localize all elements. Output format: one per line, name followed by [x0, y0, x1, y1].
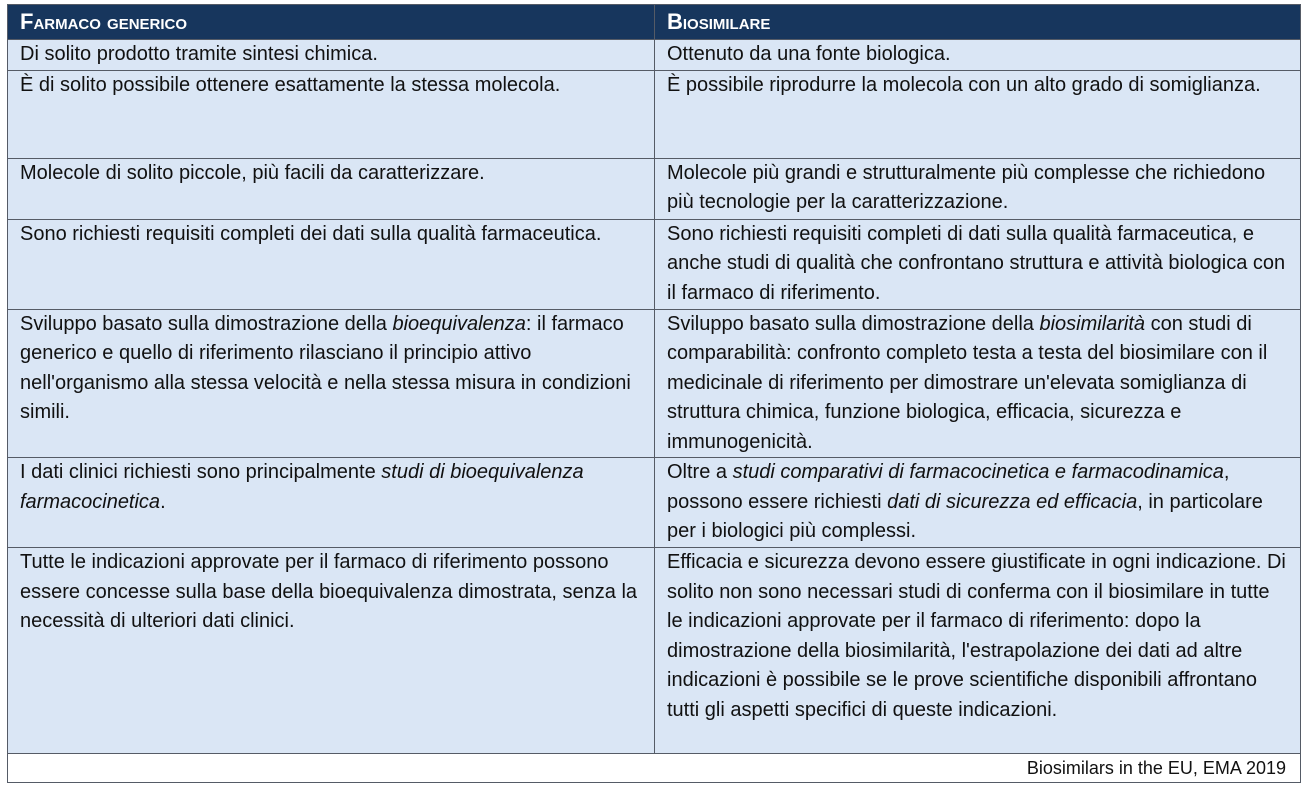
cell-biosimilar: Molecole più grandi e strutturalmente più complesse che richiedono più tecnologie per la caratterizzazione. [655, 158, 1301, 219]
table-row [8, 70, 1301, 158]
cell-text: : il farmaco generico e quello di riferimento rilasciano il principio attivo nell'organismo alla stessa velocità e nella stessa misura in condizioni simili. [20, 312, 631, 423]
cell-text: . [160, 490, 166, 513]
source-row [8, 754, 1301, 783]
cell-biosimilar: Sono richiesti requisiti completi di dati sulla qualità farmaceutica, e anche studi di qualità che confrontano struttura e attività biologica con il farmaco di riferimento. [655, 219, 1301, 309]
header-row [8, 5, 1301, 40]
cell-biosimilar [655, 458, 1301, 548]
cell-emphasis: studi di bioequivalenza farmacocinetica [20, 461, 584, 513]
cell-generic: Di solito prodotto tramite sintesi chimica. [8, 40, 655, 71]
cell-text: con studi di comparabilità: confronto completo testa a testa del biosimilare con il medicinale di riferimento per dimostrare un'elevata somiglianza di struttura chimica, funzione biologica, efficacia, sicurezza e immunogenicità. [667, 312, 1268, 453]
cell-text: , possono essere richiesti [667, 461, 1230, 513]
comparison-table [7, 4, 1301, 783]
cell-text: Oltre a [667, 461, 733, 483]
cell-biosimilar: È possibile riprodurre la molecola con un alto grado di somiglianza. [655, 70, 1301, 158]
table-row [8, 309, 1301, 458]
cell-generic [8, 458, 655, 548]
cell-biosimilar [655, 309, 1301, 458]
table-row [8, 40, 1301, 71]
header-biosimilar: Biosimilare [655, 5, 1301, 40]
cell-generic: È di solito possibile ottenere esattamente la stessa molecola. [8, 70, 655, 158]
cell-generic [8, 309, 655, 458]
source-citation: Biosimilars in the EU, EMA 2019 [8, 754, 1301, 783]
header-generic: Farmaco generico [8, 5, 655, 40]
cell-text: , in particolare per i biologici più complessi. [667, 490, 1263, 542]
cell-emphasis: biosimilarità [1039, 312, 1146, 335]
table-row [8, 158, 1301, 219]
cell-emphasis: bioequivalenza [392, 312, 526, 335]
cell-generic: Tutte le indicazioni approvate per il farmaco di riferimento possono essere concesse sulla base della bioequivalenza dimostrata, senza la necessità di ulteriori dati clinici. [8, 548, 655, 754]
cell-generic: Molecole di solito piccole, più facili da caratterizzare. [8, 158, 655, 219]
cell-biosimilar: Ottenuto da una fonte biologica. [655, 40, 1301, 71]
cell-emphasis: studi comparativi di farmacocinetica e farmacodinamica [732, 461, 1224, 483]
table-row [8, 548, 1301, 754]
cell-generic: Sono richiesti requisiti completi dei dati sulla qualità farmaceutica. [8, 219, 655, 309]
table-row [8, 219, 1301, 309]
cell-text: Sviluppo basato sulla dimostrazione della [20, 312, 393, 335]
cell-emphasis: dati di sicurezza ed efficacia [887, 490, 1138, 513]
cell-biosimilar: Efficacia e sicurezza devono essere giustificate in ogni indicazione. Di solito non sono necessari studi di conferma con il biosimilare in tutte le indicazioni approvate per il farmaco di riferimento: dopo la dimostrazione della biosimilarità, l'estrapolazione dei dati ad altre indicazioni è possibile se le prove scientifiche disponibili affrontano tutti gli aspetti specifici di queste indicazioni. [655, 548, 1301, 754]
table-row [8, 458, 1301, 548]
cell-text: I dati clinici richiesti sono principalmente [20, 461, 382, 483]
cell-text: Sviluppo basato sulla dimostrazione della [667, 312, 1040, 335]
